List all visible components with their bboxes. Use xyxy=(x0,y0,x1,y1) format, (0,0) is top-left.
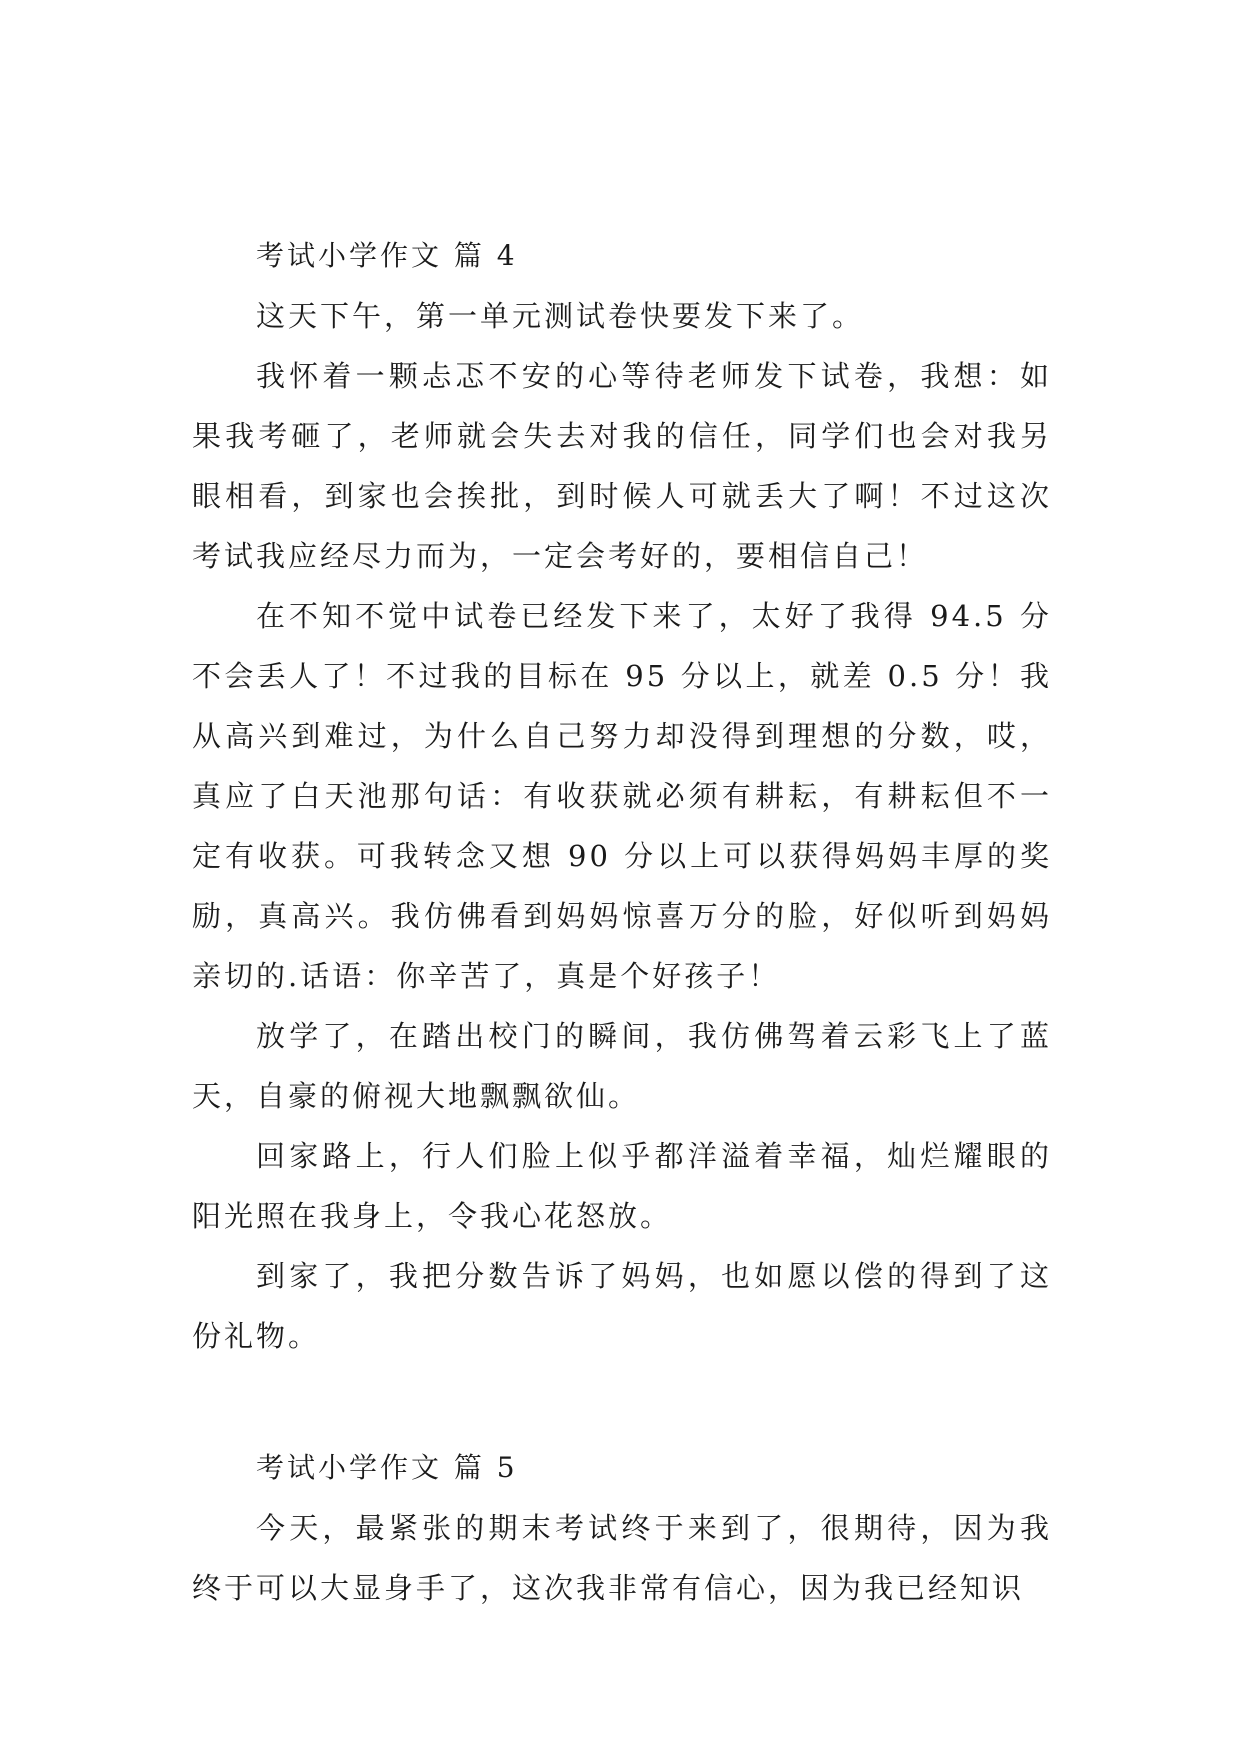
paragraph: 这天下午，第一单元测试卷快要发下来了。 xyxy=(256,299,865,333)
paragraph: 今天，最紧张的期末考试终于来到了，很期待，因为我终于可以大显身手了，这次我非常有信心，因为我已经知识 xyxy=(192,1511,1052,1605)
paragraph: 放学了，在踏出校门的瞬间，我仿佛驾着云彩飞上了蓝天，自豪的俯视大地飘飘欲仙。 xyxy=(192,1019,1052,1113)
paragraph: 我怀着一颗忐忑不安的心等待老师发下试卷，我想：如果我考砸了，老师就会失去对我的信任，同学们也会对我另眼相看，到家也会挨批，到时候人可就丢大了啊！不过这次考试我应经尽力而为，一定会考好的，要相信自己！ xyxy=(192,359,1052,573)
section-gap xyxy=(192,1366,1052,1438)
section-title-5: 考试小学作文 篇 5 xyxy=(256,1451,518,1484)
paragraph: 回家路上，行人们脸上似乎都洋溢着幸福，灿烂耀眼的阳光照在我身上，令我心花怒放。 xyxy=(192,1139,1052,1233)
essay-body xyxy=(192,226,1052,1618)
section-title-4: 考试小学作文 篇 4 xyxy=(256,239,518,272)
paragraph: 到家了，我把分数告诉了妈妈，也如愿以偿的得到了这份礼物。 xyxy=(192,1259,1052,1353)
paragraph: 在不知不觉中试卷已经发下来了，太好了我得 94.5 分不会丢人了！不过我的目标在 95 分以上，就差 0.5 分！我从高兴到难过，为什么自己努力却没得到理想的分数，哎，真应了白天池那句话：有收获就必须有耕耘，有耕耘但不一定有收获。可我转念又想 90 分以上可以获得妈妈丰厚的奖励，真高兴。我仿佛看到妈妈惊喜万分的脸，好似听到妈妈亲切的.话语：你辛苦了，真是个好孩子！ xyxy=(192,599,1052,993)
